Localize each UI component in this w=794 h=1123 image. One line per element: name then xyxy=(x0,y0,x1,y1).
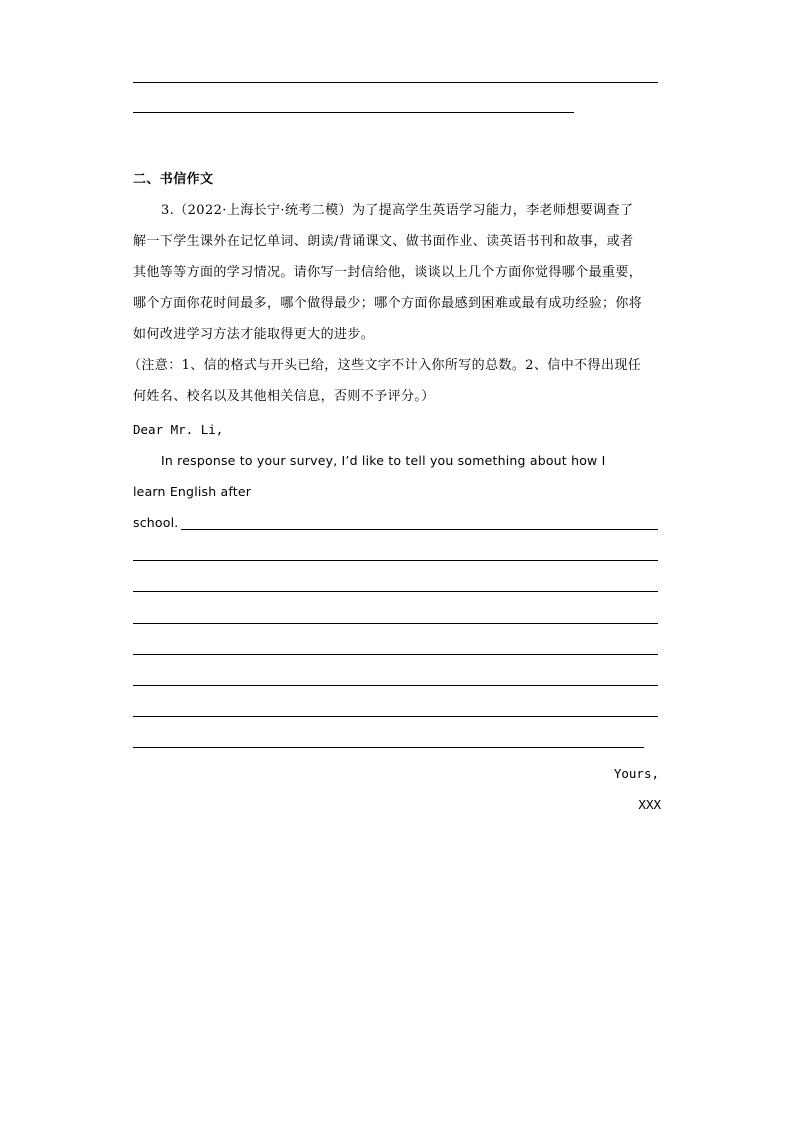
writing-line[interactable] xyxy=(133,560,658,561)
note-line-2: 何姓名、校名以及其他相关信息，否则不予评分。） xyxy=(133,389,435,404)
letter-opening-word: school. xyxy=(133,515,179,530)
question-line-2: 解一下学生课外在记忆单词、朗读/背诵课文、做书面作业、读英语书刊和故事，或者 xyxy=(133,234,634,249)
letter-opening-line-2: learn English after xyxy=(133,484,252,499)
letter-opening-line-1: In response to your survey, I’d like to tell you something about how I xyxy=(161,453,606,468)
question-line-4: 哪个方面你花时间最多，哪个做得最少；哪个方面你最感到困难或最有成功经验；你将 xyxy=(133,296,643,311)
writing-line[interactable] xyxy=(181,529,658,530)
writing-line[interactable] xyxy=(133,747,644,748)
letter-opening-line-3 xyxy=(133,515,178,531)
question-line-5: 如何改进学习方法才能取得更大的进步。 xyxy=(133,327,375,342)
question-line-3: 其他等等方面的学习情况。请你写一封信给他，谈谈以上几个方面你觉得哪个最重要， xyxy=(133,265,643,280)
writing-line[interactable] xyxy=(133,716,658,717)
note-line-1: （注意：1、信的格式与开头已给，这些文字不计入你所写的总数。2、信中不得出现任 xyxy=(128,358,642,373)
answer-line xyxy=(133,112,574,113)
question-line-1: 3.（2022·上海长宁·统考二模）为了提高学生英语学习能力，李老师想要调查了 xyxy=(161,203,634,218)
answer-line xyxy=(133,82,658,83)
section-heading: 二、书信作文 xyxy=(133,172,214,187)
letter-closing: Yours, xyxy=(613,766,659,781)
writing-line[interactable] xyxy=(133,591,658,592)
writing-line[interactable] xyxy=(133,623,658,624)
letter-salutation: Dear Mr. Li, xyxy=(133,422,224,437)
writing-line[interactable] xyxy=(133,685,658,686)
writing-line[interactable] xyxy=(133,654,658,655)
letter-signature: XXX xyxy=(638,797,661,812)
